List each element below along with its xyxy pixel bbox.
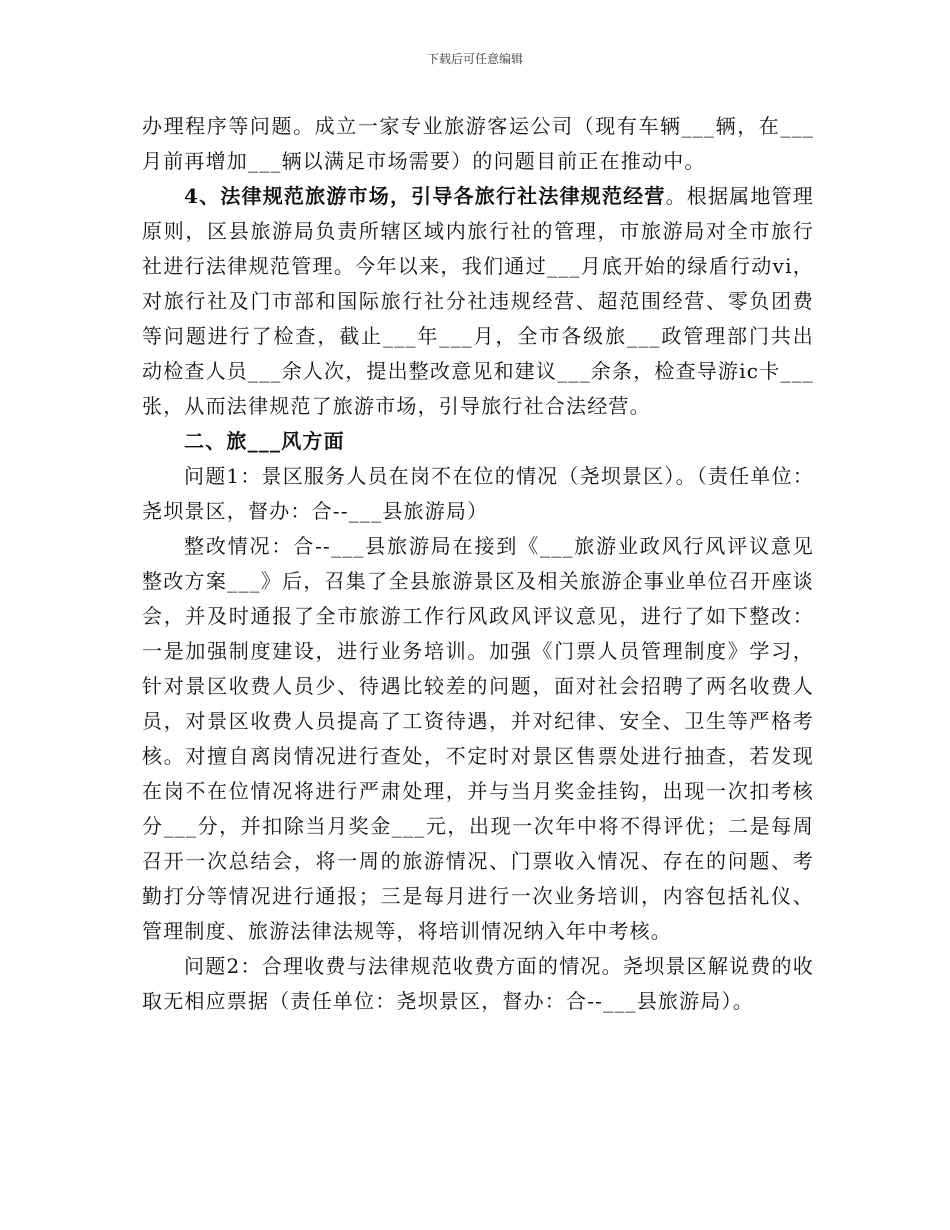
paragraph-continuation: 办理程序等问题。成立一家专业旅游客运公司（现有车辆___辆，在___月前再增加___辆以满足市场需要）的问题目前正在推动中。 bbox=[142, 114, 814, 173]
paragraph-issue-1: 问题1：景区服务人员在岗不在位的情况（尧坝景区）。（责任单位：尧坝景区，督办：合--___县旅游局） bbox=[142, 464, 814, 523]
paragraph-legal-market-text: 。根据属地管理原则，区县旅游局负责所辖区域内旅行社的管理，市旅游局对全市旅行社进行法律规范管理。今年以来，我们通过___月底开始的绿盾行动vi，对旅行社及门市部和国际旅行社分社违规经营、超范围经营、零负团费等问题进行了检查，截止___年___月，全市各级旅___政管理部门共出动检查人员___余人次，提出整改意见和建议___余条，检查导游ic卡___张，从而法律规范了旅游市场，引导旅行社合法经营。 bbox=[142, 184, 814, 418]
paragraph-rectification: 整改情况：合--___县旅游局在接到《___旅游业政风行风评议意见整改方案___》后，召集了全县旅游景区及相关旅游企事业单位召开座谈会，并及时通报了全市旅游工作行风政风评议意见，进行了如下整改：一是加强制度建设，进行业务培训。加强《门票人员管理制度》学习，针对景区收费人员少、待遇比较差的问题，面对社会招聘了两名收费人员，对景区收费人员提高了工资待遇，并对纪律、安全、卫生等严格考核。对擅自离岗情况进行查处，不定时对景区售票处进行抽查，若发现在岗不在位情况将进行严肃处理，并与当月奖金挂钩，出现一次扣考核分___分，并扣除当月奖金___元，出现一次年中将不得评优；二是每周召开一次总结会，将一周的旅游情况、门票收入情况、存在的问题、考勤打分等情况进行通报；三是每月进行一次业务培训，内容包括礼仪、管理制度、旅游法律法规等，将培训情况纳入年中考核。 bbox=[142, 534, 814, 943]
paragraph-issue-2: 问题2：合理收费与法律规范收费方面的情况。尧坝景区解说费的收取无相应票据（责任单位：尧坝景区，督办：合--___县旅游局）。 bbox=[142, 954, 814, 1013]
document-body bbox=[142, 109, 814, 1019]
paragraph-legal-market bbox=[142, 179, 814, 424]
page-header-note: 下载后可任意编辑 bbox=[426, 52, 523, 66]
section-heading-2: 二、旅___风方面 bbox=[184, 429, 345, 453]
paragraph-legal-market-heading: 4、法律规范旅游市场，引导各旅行社法律规范经营 bbox=[184, 184, 666, 208]
